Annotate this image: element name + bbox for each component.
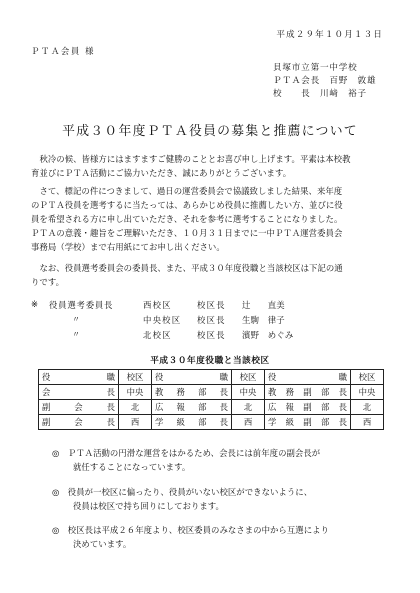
note-1 [52,447,320,459]
committee-position: 校区長 [197,330,226,340]
header-cell: 役職 [39,370,119,385]
table-cell: 西 [119,415,152,430]
sender-principal: 校 長 川﨑 裕子 [273,89,367,99]
paragraph-3-line-2: りです。 [31,277,65,287]
table-cell: 副会長 [39,400,119,415]
paragraph-1-line-1: 秋冷の候、皆様方にはますますご健勝のこととお喜び申し上げます。平素は本校教 [39,154,351,164]
note-2-continued: 役員は校区で持ち回りにしております。 [73,501,224,511]
table-row [39,385,384,400]
ditto-mark: 〃 [72,315,80,324]
note-bullet-icon: ◎ [52,487,60,497]
table-caption: 平成３０年度役職と当該校区 [150,356,270,366]
committee-role: 役員選考委員長 [49,300,114,310]
table-header-row [39,370,384,385]
table-cell: 西 [232,415,265,430]
table-cell: 中央 [119,385,152,400]
committee-mark: ※ [31,299,39,309]
committee-area: 北校区 [143,330,172,340]
sender-pta-president: ＰＴＡ会長 百野 敦雄 [273,76,377,86]
paragraph-2-line-4: ＰＴＡの意義・趣旨をご理解いただき、１０月３１日までに一中ＰＴＡ運営委員会 [31,228,343,238]
committee-name: 生駒 律子 [242,315,285,325]
table-cell: 学級副部長 [265,415,351,430]
table-cell: 中央 [351,385,384,400]
note-3 [52,524,329,536]
note-3-continued: 決めています。 [73,539,132,549]
committee-name: 濱野 めぐみ [242,330,294,340]
table-cell: 広報部長 [152,400,232,415]
table-cell: 副会長 [39,415,119,430]
note-bullet-icon: ◎ [52,525,60,535]
table-cell: 教務副部長 [265,385,351,400]
note-text: 校区長は平成２６年度より、校区委員のみなさまの中から互選により [67,525,329,535]
committee-name: 辻 直美 [242,300,285,310]
table-cell: 北 [119,400,152,415]
committee-area: 西校区 [143,300,172,310]
note-bullet-icon: ◎ [52,448,60,458]
note-1-continued: 就任することになっています。 [73,462,191,472]
table-cell: 会長 [39,385,119,400]
paragraph-3-line-1: なお、役員選考委員会の委員長、また、平成３０年度役職と当該校区は下記の通 [39,263,343,273]
header-cell: 校区 [232,370,265,385]
table-cell: 北 [232,400,265,415]
committee-position: 校区長 [197,300,226,310]
table-row [39,415,384,430]
note-text: 役員が一校区に偏ったり、役員がいない校区ができないように、 [67,487,313,497]
header-cell: 校区 [119,370,152,385]
table-cell: 広報副部長 [265,400,351,415]
paragraph-2-line-5: 事務局（学校）まで右用紙にてお申し出ください。 [31,242,225,252]
header-cell: 役職 [265,370,351,385]
table-cell: 学級部長 [152,415,232,430]
issue-date: 平成２９年１０月１３日 [276,30,383,40]
table-cell: 中央 [232,385,265,400]
header-cell: 校区 [351,370,384,385]
committee-position: 校区長 [197,315,226,325]
paragraph-2-line-1: さて、標記の件につきまして、過日の運営委員会で協議致しました結果、来年度 [39,186,343,196]
ditto-mark: 〃 [72,330,80,339]
note-text: ＰＴＡ活動の円滑な運営をはかるため、会長には前年度の副会長が [67,448,321,458]
table-cell: 教務部長 [152,385,232,400]
paragraph-1-line-2: 育並びにＰＴＡ活動にご協力いただき、誠にありがとうございます。 [31,168,292,178]
paragraph-2-line-2: のＰＴＡ役員を選考するに当たっては、あらかじめ役員に推薦したい方、並びに役 [31,200,343,210]
document-title: 平成３０年度ＰＴＡ役員の募集と推薦について [62,124,358,139]
paragraph-2-line-3: 員を希望される方に申し出ていただき、それを参考に選考することになりました。 [31,214,343,224]
table-cell: 北 [351,400,384,415]
table-cell: 西 [351,415,384,430]
officers-table [38,369,384,430]
sender-school: 貝塚市立第一中学校 [273,63,358,73]
table-row [39,400,384,415]
addressee: ＰＴＡ会員 様 [31,46,96,56]
note-2 [52,486,312,498]
committee-area: 中央校区 [143,315,182,325]
header-cell: 役職 [152,370,232,385]
